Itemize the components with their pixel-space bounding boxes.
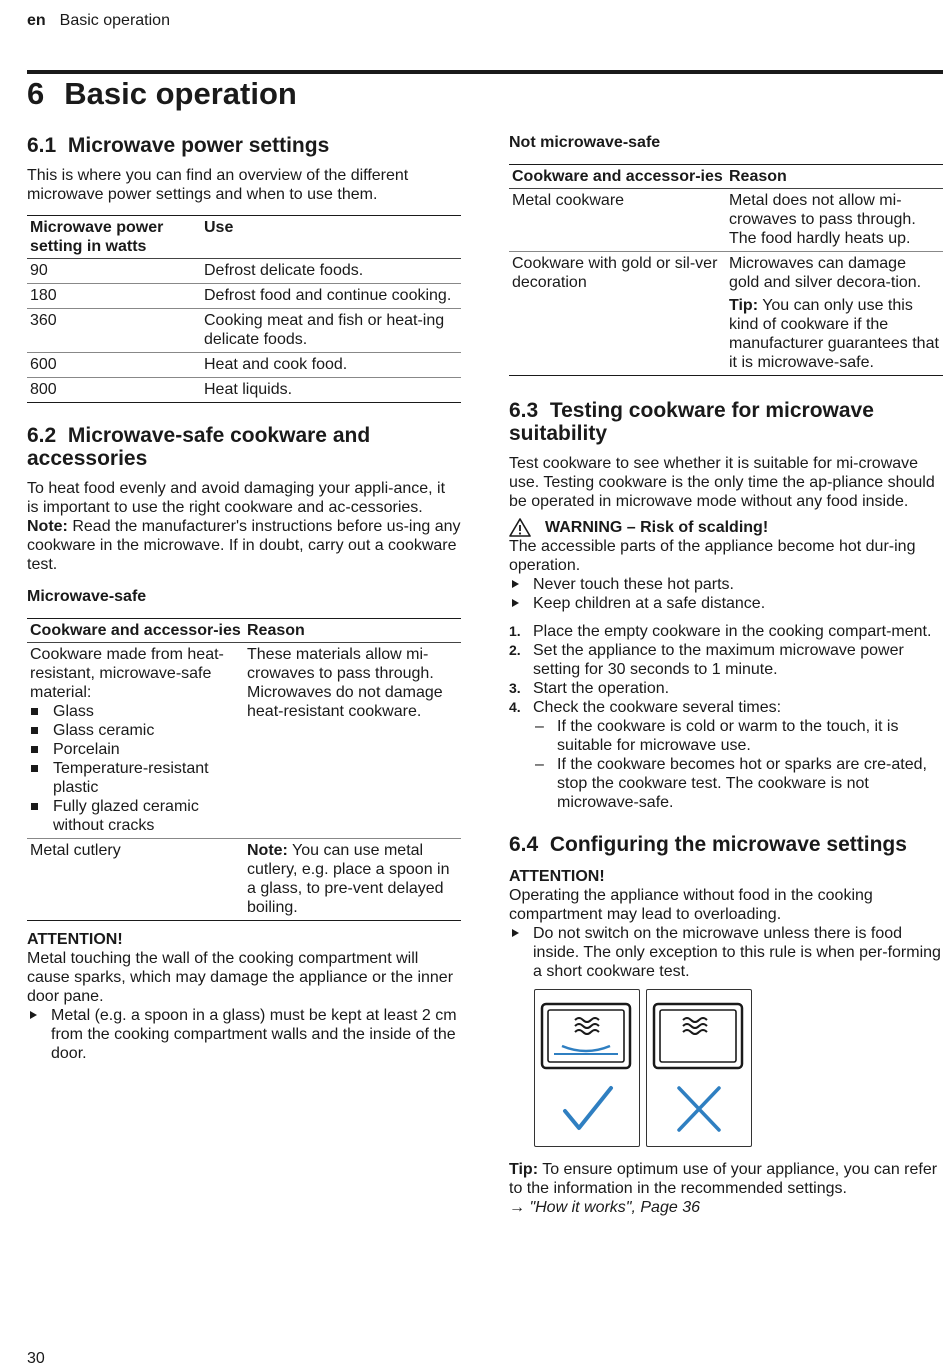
table-cell: Metal does not allow mi-crowaves to pass through. The food hardly heats up. bbox=[726, 189, 943, 252]
table-header-cell: Cookware and accessor-ies bbox=[27, 619, 244, 643]
chapter-title bbox=[27, 76, 297, 112]
warning-triangle-icon bbox=[509, 518, 531, 537]
table-row bbox=[27, 284, 461, 309]
step-item bbox=[509, 622, 943, 641]
table-row bbox=[27, 643, 461, 839]
tip-text: To ensure optimum use of your appliance, you can refer to the information in the recommended settings. bbox=[509, 1161, 938, 1197]
header-title: Basic operation bbox=[59, 12, 170, 29]
table-cell: Defrost delicate foods. bbox=[201, 259, 461, 284]
page-header bbox=[27, 12, 170, 30]
table-header-cell: Microwave power setting in watts bbox=[27, 216, 201, 259]
chapter-name: Basic operation bbox=[64, 76, 297, 111]
link-text[interactable]: "How it works", Page 36 bbox=[525, 1199, 700, 1216]
step-number: 4. bbox=[509, 699, 521, 715]
table-row bbox=[509, 252, 943, 376]
cross-reference-link[interactable] bbox=[509, 1198, 943, 1217]
table-cell bbox=[244, 839, 461, 921]
table-cell: 800 bbox=[27, 378, 201, 403]
attention-label: ATTENTION! bbox=[509, 868, 605, 885]
step-number: 3. bbox=[509, 680, 521, 696]
table-header-row bbox=[509, 165, 943, 189]
note-text: Read the manufacturer's instructions before us-ing any cookware in the microwave. If in doubt, carry out a cookware test. bbox=[27, 518, 461, 573]
warning-title bbox=[509, 518, 943, 537]
warning-title-text: WARNING – Risk of scalding! bbox=[545, 519, 769, 536]
sub-step-item: – If the cookware is cold or warm to the touch, it is suitable for microwave use. bbox=[533, 717, 943, 755]
table-cell: Heat liquids. bbox=[201, 378, 461, 403]
table-row bbox=[27, 839, 461, 921]
table-row bbox=[27, 353, 461, 378]
sub-steps bbox=[533, 717, 943, 812]
attention-text: Operating the appliance without food in the cooking compartment may lead to overloading. bbox=[509, 887, 873, 923]
section-6-1-title: 6.1 Microwave power settings bbox=[27, 134, 330, 157]
list-item: Never touch these hot parts. bbox=[509, 575, 943, 594]
material-list bbox=[30, 702, 241, 835]
not-microwave-safe-heading: Not microwave-safe bbox=[509, 134, 661, 151]
step-number: 2. bbox=[509, 642, 521, 658]
table-header-cell: Use bbox=[201, 216, 461, 259]
table-row bbox=[509, 189, 943, 252]
table-cell: 600 bbox=[27, 353, 201, 378]
table-header-row bbox=[27, 216, 461, 259]
attention-actions bbox=[509, 924, 943, 981]
section-6-3-title: 6.3 Testing cookware for microwave suitability bbox=[509, 399, 880, 445]
table-cell: Heat and cook food. bbox=[201, 353, 461, 378]
list-item: Temperature-resistant plastic bbox=[30, 759, 241, 797]
attention-actions bbox=[27, 1006, 461, 1063]
cookware-test-figures bbox=[534, 989, 943, 1147]
table-cell bbox=[27, 643, 244, 839]
note-label: Note: bbox=[247, 842, 288, 859]
left-column bbox=[27, 130, 461, 1063]
tip-label: Tip: bbox=[729, 297, 759, 314]
step-item bbox=[509, 641, 943, 679]
warning-actions bbox=[509, 575, 943, 613]
section-6-2-intro: To heat food evenly and avoid damaging your appli-ance, it is important to use the right cookware and ac-cessories. bbox=[27, 480, 446, 516]
test-steps bbox=[509, 622, 943, 812]
section-6-4-title: 6.4 Configuring the microwave settings bbox=[509, 833, 907, 856]
table-cell: Metal cookware bbox=[509, 189, 726, 252]
link-arrow: → bbox=[509, 1199, 525, 1216]
checkmark-icon bbox=[535, 990, 638, 1145]
not-microwave-safe-table bbox=[509, 164, 943, 376]
tip-paragraph bbox=[509, 1160, 943, 1198]
table-header-cell: Cookware and accessor-ies bbox=[509, 165, 726, 189]
cross-icon bbox=[647, 990, 750, 1145]
chapter-number: 6 bbox=[27, 76, 45, 111]
table-cell: Cooking meat and fish or heat-ing delicate foods. bbox=[201, 309, 461, 353]
list-item: Glass ceramic bbox=[30, 721, 241, 740]
header-rule bbox=[27, 70, 943, 74]
table-cell: 360 bbox=[27, 309, 201, 353]
step-item bbox=[509, 698, 943, 812]
table-row bbox=[27, 378, 461, 403]
list-item: Metal (e.g. a spoon in a glass) must be kept at least 2 cm from the cooking compartment walls and the inside of the door. bbox=[27, 1006, 461, 1063]
reason-text: Microwaves can damage gold and silver decora-tion. bbox=[729, 255, 922, 291]
table-cell bbox=[726, 252, 943, 376]
table-header-row bbox=[27, 619, 461, 643]
table-header-cell: Reason bbox=[726, 165, 943, 189]
step-text: Place the empty cookware in the cooking compart-ment. bbox=[533, 623, 932, 640]
step-text: Check the cookware several times: bbox=[533, 699, 782, 716]
attention-label: ATTENTION! bbox=[27, 931, 123, 948]
header-lang: en bbox=[27, 12, 46, 29]
figure-with-food bbox=[534, 989, 640, 1147]
table-cell: Cookware with gold or sil-ver decoration bbox=[509, 252, 726, 376]
list-item: Keep children at a safe distance. bbox=[509, 594, 943, 613]
table-cell: Defrost food and continue cooking. bbox=[201, 284, 461, 309]
step-text: Start the operation. bbox=[533, 680, 670, 697]
microwave-safe-table bbox=[27, 618, 461, 921]
cookware-description: Cookware made from heat-resistant, microwave-safe material: bbox=[30, 646, 224, 701]
table-cell: 90 bbox=[27, 259, 201, 284]
right-column bbox=[509, 130, 943, 1217]
list-item: Fully glazed ceramic without cracks bbox=[30, 797, 241, 835]
tip-text: You can only use this kind of cookware if the manufacturer guarantees that it is microwave-safe. bbox=[729, 297, 939, 371]
note-label: Note: bbox=[27, 518, 68, 535]
section-6-3-intro: Test cookware to see whether it is suitable for mi-crowave use. Testing cookware is the only time the ap-pliance should be operated in microwave mode without any food inside. bbox=[509, 455, 935, 510]
figure-empty bbox=[646, 989, 752, 1147]
step-text: Set the appliance to the maximum microwave power setting for 30 seconds to 1 minute. bbox=[533, 642, 904, 678]
attention-text: Metal touching the wall of the cooking compartment will cause sparks, which may damage the appliance or the inner door pane. bbox=[27, 950, 454, 1005]
sub-step-item: – If the cookware becomes hot or sparks are cre-ated, stop the cookware test. The cookware is not microwave-safe. bbox=[533, 755, 943, 812]
table-cell: 180 bbox=[27, 284, 201, 309]
list-item: Porcelain bbox=[30, 740, 241, 759]
warning-text: The accessible parts of the appliance become hot dur-ing operation. bbox=[509, 538, 916, 574]
table-row bbox=[27, 259, 461, 284]
note-text: You can use metal cutlery, e.g. place a spoon in a glass, to pre-vent delayed boiling. bbox=[247, 842, 450, 916]
section-6-2-title: 6.2 Microwave-safe cookware and accessories bbox=[27, 424, 376, 470]
step-number: 1. bbox=[509, 623, 521, 639]
table-cell: Metal cutlery bbox=[27, 839, 244, 921]
section-6-2-note bbox=[27, 517, 461, 574]
step-item bbox=[509, 679, 943, 698]
table-header-cell: Reason bbox=[244, 619, 461, 643]
list-item: Glass bbox=[30, 702, 241, 721]
table-row bbox=[27, 309, 461, 353]
tip-label: Tip: bbox=[509, 1161, 539, 1178]
power-settings-table bbox=[27, 215, 461, 403]
microwave-safe-heading: Microwave-safe bbox=[27, 588, 147, 605]
section-6-1-intro: This is where you can find an overview of the different microwave power settings and when to use them. bbox=[27, 167, 409, 203]
reason-tip bbox=[729, 296, 940, 372]
page-number: 30 bbox=[27, 1350, 45, 1367]
list-item: Do not switch on the microwave unless there is food inside. The only exception to this rule is when per-forming a short cookware test. bbox=[509, 924, 943, 981]
table-cell: These materials allow mi-crowaves to pass through. Microwaves do not damage heat-resistant cookware. bbox=[244, 643, 461, 839]
